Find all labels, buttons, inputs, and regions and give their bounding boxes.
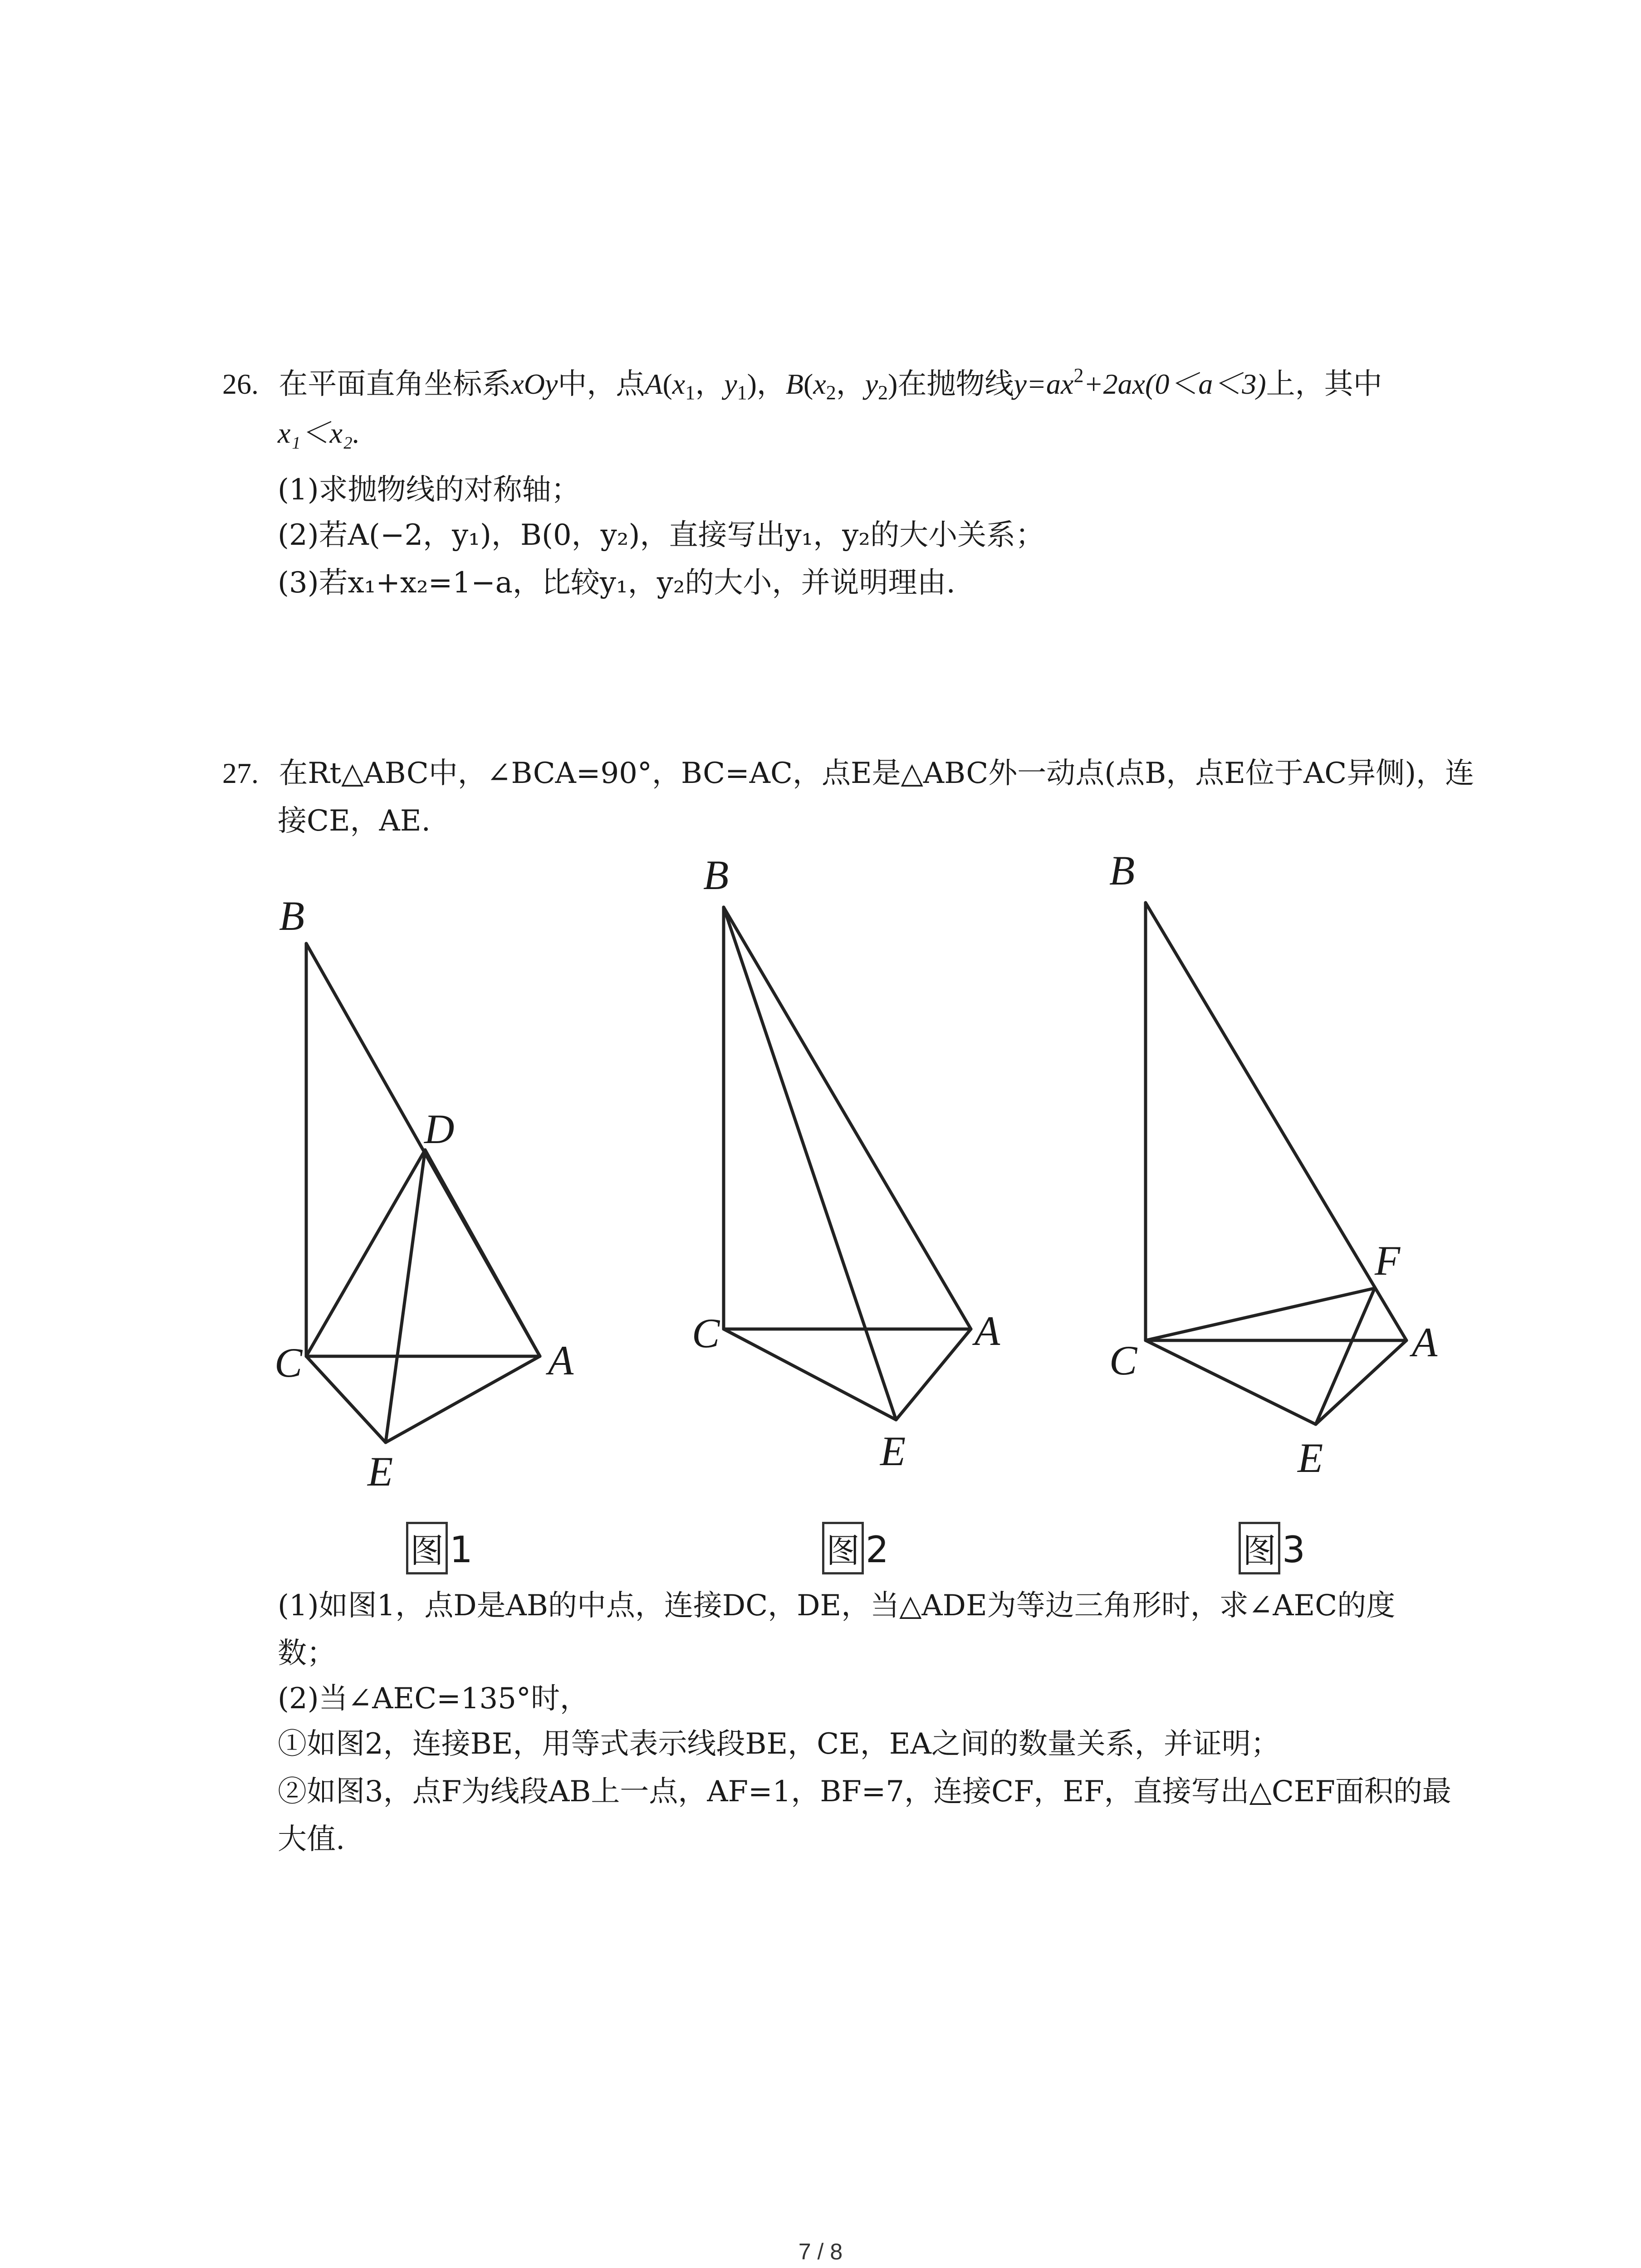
fig2-label-C: C (692, 1310, 720, 1356)
q27-number: 27. (222, 757, 259, 789)
fig2-label-A: A (975, 1308, 1000, 1354)
figure-3-caption-num: 3 (1282, 1529, 1305, 1571)
q26-equation: y=ax (1014, 368, 1074, 400)
q26-coord-system: xOy (511, 368, 558, 400)
q26-line1: 26. 在平面直角坐标系xOy中，点$A(x_1$，$y_1$)，$B(x_2$，$y_2$)在抛物线$y=ax^2+2ax(0<a<3)$上，其中 (222, 364, 1382, 404)
q26-sub1: (1)求抛物线的对称轴； (278, 473, 580, 507)
fig3-label-F: F (1375, 1237, 1401, 1284)
q27-sub1a: (1)如图1，点D是AB的中点，连接DC，DE，当△ADE为等边三角形时，求∠AEC的度 (278, 1589, 1396, 1623)
figure-3 (1098, 839, 1452, 1506)
figure-3-caption (1239, 1522, 1305, 1574)
q27-line2: 接CE，AE. (278, 804, 431, 838)
q26-sub2: (2)若A(−2，y₁)，B(0，y₂)，直接写出y₁，y₂的大小关系； (278, 518, 1045, 552)
q27-sub2b2: 大值. (278, 1823, 345, 1856)
page-number: 7 / 8 (798, 2239, 843, 2264)
q26-sub3: (3)若x₁+x₂=1−a，比较y₁，y₂的大小，并说明理由. (278, 566, 955, 600)
q26-x1: x (672, 368, 686, 400)
fig1-label-B: B (279, 893, 305, 939)
fig1-label-E: E (367, 1448, 393, 1495)
q27-sub2a: ①如图2，连接BE，用等式表示线段BE，CE，EA之间的数量关系，并证明； (278, 1727, 1280, 1761)
fig3-label-E: E (1298, 1435, 1323, 1481)
q27-sub2b1: ②如图3，点F为线段AB上一点，AF=1，BF=7，连接CF，EF，直接写出△CEF面积的最 (278, 1775, 1451, 1809)
fig1-label-C: C (274, 1339, 303, 1386)
q26-sep: ， (695, 367, 725, 401)
q26-y1: y (724, 368, 737, 400)
figure-2-caption (822, 1522, 889, 1574)
fig3-label-B: B (1109, 847, 1135, 894)
fig2-label-E: E (880, 1428, 906, 1474)
q26-point-A: A (645, 368, 663, 400)
q26-text-4: 上，其中 (1266, 367, 1382, 401)
q26-text-1: 在平面直角坐标系 (279, 367, 511, 401)
fig3-label-C: C (1109, 1337, 1137, 1383)
q26-equation-2: +2ax(0＜a＜3) (1083, 368, 1266, 400)
q26-line2: x₁＜x₂. (278, 417, 360, 449)
q27-line1 (222, 755, 1474, 792)
q26-number: 26. (222, 368, 259, 400)
q26-text-3: 在抛物线 (897, 367, 1014, 401)
fig1-label-A: A (548, 1337, 574, 1383)
fig3-label-A: A (1412, 1319, 1438, 1365)
figure-1-caption (406, 1522, 473, 1574)
q26-text-2: 中，点 (558, 367, 645, 401)
q27-sub1b: 数； (278, 1637, 336, 1670)
figure-1-caption-box: 图 (406, 1522, 448, 1574)
figure-1 (254, 862, 599, 1515)
figure-2 (671, 844, 1016, 1506)
figure-2-caption-box: 图 (822, 1522, 864, 1574)
figure-2-caption-num: 2 (866, 1529, 889, 1571)
figure-1-caption-num: 1 (450, 1529, 473, 1571)
q27-text-1: 在Rt△ABC中，∠BCA=90°，BC=AC，点E是△ABC外一动点(点B，点E位于AC异侧)，连 (279, 757, 1474, 790)
q26-point-B: B (785, 368, 803, 400)
q26-exponent: 2 (1073, 364, 1084, 386)
figure-3-caption-box: 图 (1239, 1522, 1280, 1574)
q27-sub2: (2)当∠AEC=135°时， (278, 1682, 589, 1716)
fig1-label-D: D (424, 1106, 455, 1152)
fig2-label-B: B (703, 852, 729, 898)
